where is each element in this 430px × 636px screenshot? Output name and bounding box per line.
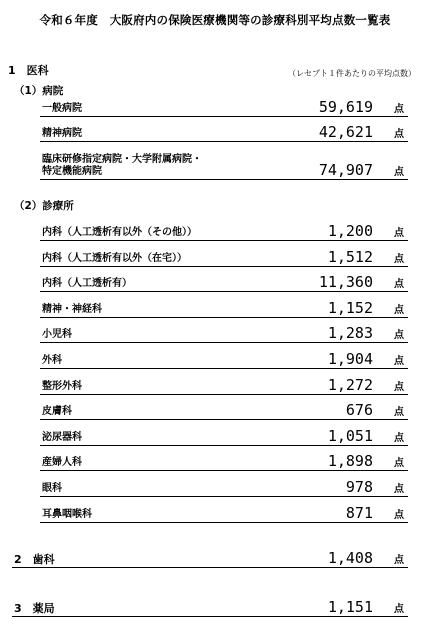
page-title: 令和６年度 大阪府内の保険医療機関等の診療科別平均点数一覧表 (39, 13, 391, 27)
table-row (40, 450, 408, 471)
table-row (40, 121, 408, 142)
unit-label: 点 (394, 279, 404, 291)
unit-label: 点 (394, 253, 404, 265)
unit-label: 点 (394, 458, 404, 470)
unit-label: 点 (394, 129, 404, 140)
department-name: 外科 (42, 355, 62, 366)
average-points-value: 42,621 (318, 123, 373, 141)
table-row (40, 96, 408, 117)
unit-label: 点 (394, 167, 404, 178)
dental-value: 1,408 (327, 549, 373, 567)
unit-label: 点 (394, 555, 404, 566)
unit-label: 点 (394, 381, 404, 393)
average-points-value: 1,283 (327, 324, 373, 343)
dental-row (12, 547, 408, 568)
table-row (40, 271, 408, 292)
dental-label: 2 歯科 (14, 553, 55, 566)
table-row (40, 322, 408, 343)
department-name: 内科（人工透析有以外（その他）） (42, 227, 197, 238)
department-name: 皮膚科 (42, 406, 72, 418)
average-points-value: 1,272 (327, 375, 373, 394)
pharmacy-row (12, 596, 408, 617)
average-points-value: 1,152 (327, 298, 373, 317)
table-row (40, 502, 408, 523)
unit-label: 点 (394, 407, 404, 419)
pharmacy-value: 1,151 (327, 598, 373, 616)
department-name: 内科（人工透析有以外（在宅）） (42, 252, 187, 264)
unit-label: 点 (394, 509, 404, 521)
average-points-note: （レセプト１件あたりの平均点数） (288, 69, 416, 78)
department-name: 臨床研修指定病院・大学附属病院・ 特定機能病院 (42, 154, 202, 177)
unit-label: 点 (394, 104, 404, 115)
subsection-hospital-label: （1）病院 (14, 85, 64, 97)
department-name: 一般病院 (42, 103, 82, 114)
table-row (40, 476, 408, 497)
pharmacy-label: 3 薬局 (14, 602, 55, 615)
department-name: 眼科 (42, 483, 62, 494)
table-row (40, 246, 408, 267)
table-row (40, 149, 408, 180)
unit-label: 点 (394, 228, 404, 239)
average-points-value: 59,619 (318, 98, 373, 116)
department-name: 小児科 (42, 329, 72, 341)
average-points-value: 676 (345, 401, 373, 420)
average-points-value: 1,904 (327, 350, 373, 368)
unit-label: 点 (394, 484, 404, 495)
average-points-value: 871 (345, 503, 373, 522)
department-name: 精神病院 (42, 128, 82, 139)
table-row (40, 220, 408, 241)
department-name: 耳鼻咽喉科 (42, 508, 92, 520)
average-points-value: 978 (345, 478, 373, 496)
department-name: 産婦人科 (42, 457, 82, 469)
department-name: 整形外科 (42, 380, 82, 392)
unit-label: 点 (394, 356, 404, 367)
average-points-value: 74,907 (318, 161, 373, 179)
average-points-value: 1,898 (327, 452, 373, 471)
department-name: 泌尿器科 (42, 431, 82, 443)
section-medical-label: 1 医科 (8, 64, 49, 77)
subsection-clinic-label: （2）診療所 (14, 200, 74, 212)
unit-label: 点 (394, 330, 404, 342)
table-row (40, 425, 408, 446)
unit-label: 点 (394, 304, 404, 316)
department-name: 内科（人工透析有） (42, 278, 132, 290)
table-row (40, 297, 408, 318)
table-row (40, 374, 408, 395)
table-row (40, 399, 408, 420)
average-points-value: 1,512 (327, 247, 373, 266)
department-name: 精神・神経科 (42, 303, 102, 315)
average-points-value: 1,051 (327, 426, 373, 445)
unit-label: 点 (394, 604, 404, 615)
unit-label: 点 (394, 432, 404, 444)
table-row (40, 348, 408, 369)
average-points-value: 11,360 (318, 273, 373, 292)
average-points-value: 1,200 (327, 222, 373, 240)
